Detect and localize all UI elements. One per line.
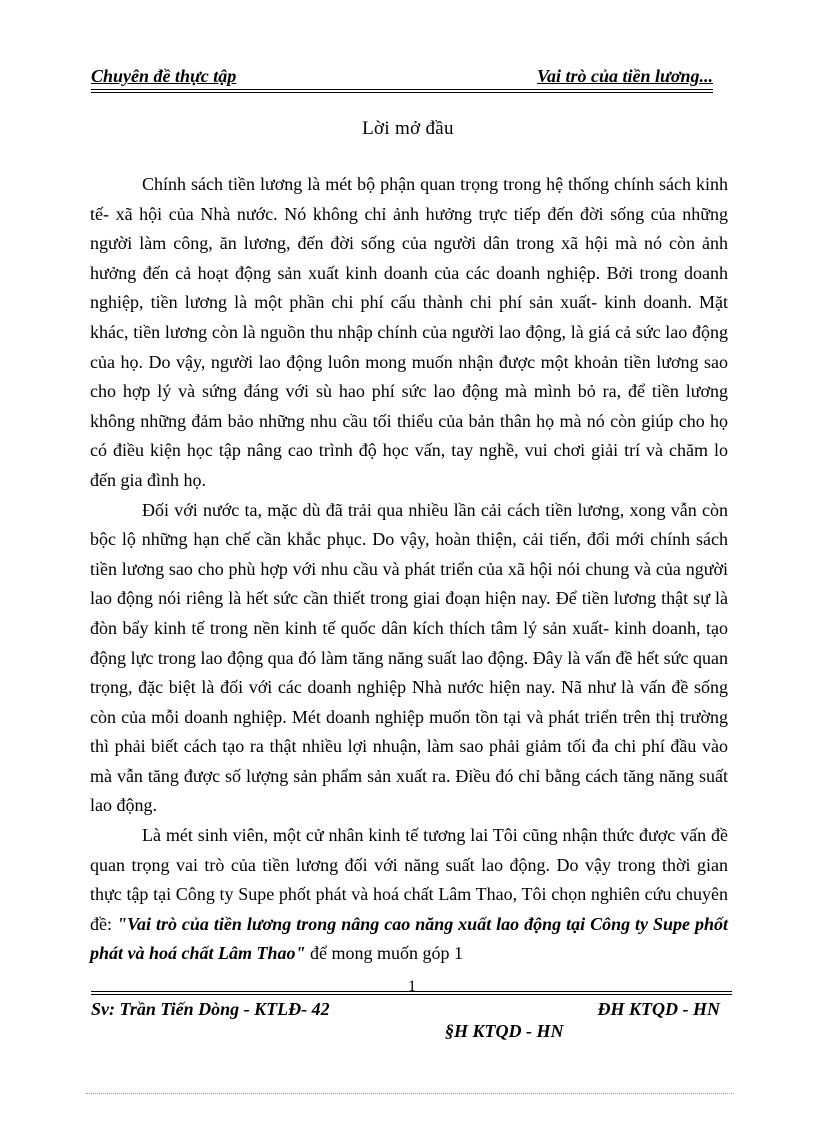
footer-author: Sv: Trần Tiến Dòng - KTLĐ- 42 xyxy=(91,999,330,1019)
header-rule xyxy=(91,89,713,90)
thesis-title-emphasis: "Vai trò của tiền lương trong nâng cao năng xuất lao động tại Công ty Supe phốt phát và hoá chất Lâm Thao" xyxy=(90,913,728,964)
paragraph-3 xyxy=(90,821,728,969)
paragraph-3-start: Là mét sinh viên, một cử nhân kinh tế tương lai Tôi cũng nhận thức được vấn đề quan trọng vai trò của tiền lương đối với năng suất lao động. Do vậy trong thời gian thực tập tại Công ty Supe phốt phát và hoá chất Lâm Thao, Tôi chọn nghiên cứu chuyên đề: xyxy=(90,825,728,934)
paragraph-3-end: để mong muốn góp 1 xyxy=(305,943,464,964)
header-left-text: Chuyên đề thực tập xyxy=(91,66,237,86)
page-header xyxy=(91,66,713,92)
header-rule-double xyxy=(91,92,713,93)
footer-rule-double xyxy=(91,994,732,995)
footer-university: ĐH KTQD - HN xyxy=(597,999,720,1019)
footer-rule xyxy=(91,991,732,992)
paragraph-2: Đối với nước ta, mặc dù đã trải qua nhiều lần cải cách tiền lương, xong vẫn còn bộc lộ những hạn chế cần khắc phục. Do vậy, hoàn thiện, cải tiến, đổi mới chính sách tiền lương sao cho phù hợp với nhu cầu và phát triển của xã hội nói chung và của người lao động nói riêng là hết sức cần thiết trong giai đoạn hiện nay. Để tiền lương thật sự là đòn bẩy kinh tế trong nền kinh tế quốc dân kích thích tâm lý sản xuất- kinh doanh, tạo động lực trong lao động qua đó làm tăng năng suất lao động. Đây là vấn đề hết sức quan trọng, đặc biệt là đối với các doanh nghiệp Nhà nước hiện nay. Nã như là vấn đề sống còn của mỗi doanh nghiệp. Mét doanh nghiệp muốn tồn tại và phát triển trên thị trường thì phải biết cách tạo ra thật nhiều lợi nhuận, làm sao phải giảm tối đa chi phí đầu vào mà vẫn tăng được số lượng sản phẩm sản xuất ra. Điều đó chỉ bằng cách tăng năng suất lao động. xyxy=(90,499,728,816)
page-number: 1 xyxy=(408,978,416,995)
document-title: Lời mở đầu xyxy=(362,118,454,139)
footer-university-duplicate: §H KTQD - HN xyxy=(445,1021,564,1041)
header-right-text: Vai trò của tiền lương... xyxy=(537,66,713,86)
page-footer xyxy=(91,991,732,1051)
paragraph-1: Chính sách tiền lương là mét bộ phận quan trọng trong hệ thống chính sách kinh tế- xã hội của Nhà nước. Nó không chỉ ảnh hưởng trực tiếp đến đời sống của những người làm công, ăn lương, đến đời sống của người dân trong xã hội mà nó còn ảnh hưởng đến cả hoạt động sản xuất kinh doanh của các doanh nghiệp. Bởi trong doanh nghiệp, tiền lương là một phần chi phí cấu thành chi phí sản xuất- kinh doanh. Mặt khác, tiền lương còn là nguồn thu nhập chính của người lao động, là giá cả sức lao động của họ. Do vậy, người lao động luôn mong muốn nhận được một khoản tiền lương sao cho hợp lý và sứng đáng với sù hao phí sức lao động mà mình bỏ ra, để tiền lương không những đảm bảo những nhu cầu tối thiểu của bản thân họ mà nó còn giúp cho họ có điều kiện học tập nâng cao trình độ học vấn, tay nghề, vui chơi giải trí và chăm lo đến gia đình họ. xyxy=(90,174,728,490)
document-body xyxy=(90,170,728,969)
page-bottom-dotted-line xyxy=(86,1093,734,1094)
